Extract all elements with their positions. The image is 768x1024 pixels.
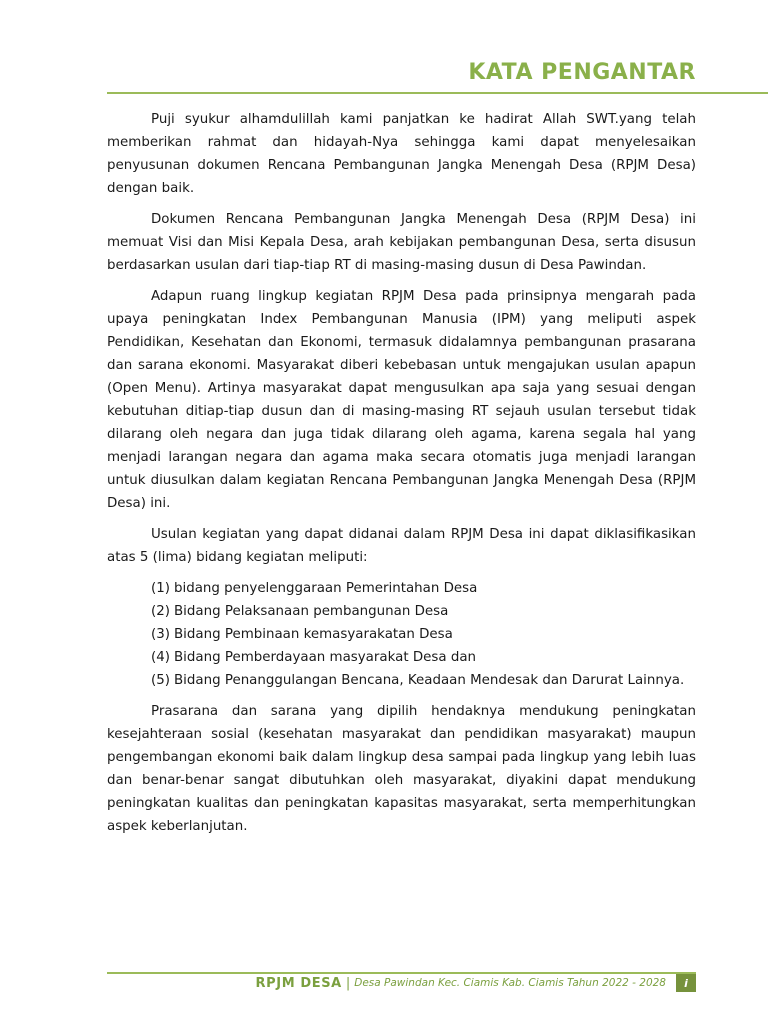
list-item-number: (1) [151,581,170,596]
paragraph-opening: Puji syukur alhamdulillah kami panjatkan ke hadirat Allah SWT.yang telah memberikan rahmat dan hidayah-Nya sehingga kami dapat menyelesaikan penyusunan dokumen Rencana Pembangunan Jangka Menengah Desa (RPJM Desa) dengan baik. [107,112,696,196]
document-body [107,108,696,846]
title-divider [107,92,768,94]
page-footer [107,974,696,992]
activity-field-list [107,577,696,692]
footer-brand: RPJM DESA [255,975,342,991]
list-item-number: (3) [151,627,170,642]
paragraph-closing: Prasarana dan sarana yang dipilih hendaknya mendukung peningkatan kesejahteraan sosial (kesehatan masyarakat dan pendidikan masyarakat) maupun pengembangan ekonomi baik dalam lingkup desa sampai pada lingkup yang lebih luas dan benar-benar sangat dibutuhkan oleh masyarakat, diyakini dapat mendukung peningkatan kualitas dan peningkatan kapasitas masyarakat, serta memperhitungkan aspek keberlanjutan. [107,704,696,834]
list-item-text: Bidang Penanggulangan Bencana, Keadaan Mendesak dan Darurat Lainnya. [174,673,685,688]
list-item [151,623,696,646]
list-item-text: Bidang Pembinaan kemasyarakatan Desa [174,627,453,642]
list-item [151,577,696,600]
list-item-text: bidang penyelenggaraan Pemerintahan Desa [174,581,478,596]
list-item [151,669,696,692]
list-item [151,646,696,669]
list-item-text: Bidang Pelaksanaan pembangunan Desa [174,604,449,619]
footer-detail: Desa Pawindan Kec. Ciamis Kab. Ciamis Tahun 2022 - 2028 [354,977,666,989]
list-item-number: (4) [151,650,170,665]
list-item-number: (5) [151,673,170,688]
list-item-text: Bidang Pemberdayaan masyarakat Desa dan [174,650,477,665]
paragraph-activity-scope: Adapun ruang lingkup kegiatan RPJM Desa pada prinsipnya mengarah pada upaya peningkatan Index Pembangunan Manusia (IPM) yang meliputi aspek Pendidikan, Kesehatan dan Ekonomi, termasuk didalamnya pembangunan prasarana dan sarana ekonomi. Masyarakat diberi kebebasan untuk mengajukan usulan apapun (Open Menu). Artinya masyarakat dapat mengusulkan apa saja yang sesuai dengan kebutuhan ditiap-tiap dusun dan di masing-masing RT sejauh usulan tersebut tidak dilarang oleh negara dan juga tidak dilarang oleh agama, karena segala hal yang menjadi larangan negara dan agama maka secara otomatis juga menjadi larangan untuk diusulkan dalam kegiatan Rencana Pembangunan Jangka Menengah Desa (RPJM Desa) ini. [107,289,696,511]
paragraph-document-scope: Dokumen Rencana Pembangunan Jangka Menengah Desa (RPJM Desa) ini memuat Visi dan Misi Kepala Desa, arah kebijakan pembangunan Desa, serta disusun berdasarkan usulan dari tiap-tiap RT di masing-masing dusun di Desa Pawindan. [107,212,696,273]
page-title: KATA PENGANTAR [468,60,696,85]
paragraph-list-intro: Usulan kegiatan yang dapat didanai dalam RPJM Desa ini dapat diklasifikasikan atas 5 (lima) bidang kegiatan meliputi: [107,527,696,565]
page-number: i [676,974,696,992]
list-item [151,600,696,623]
footer-separator: | [345,975,351,991]
list-item-number: (2) [151,604,170,619]
